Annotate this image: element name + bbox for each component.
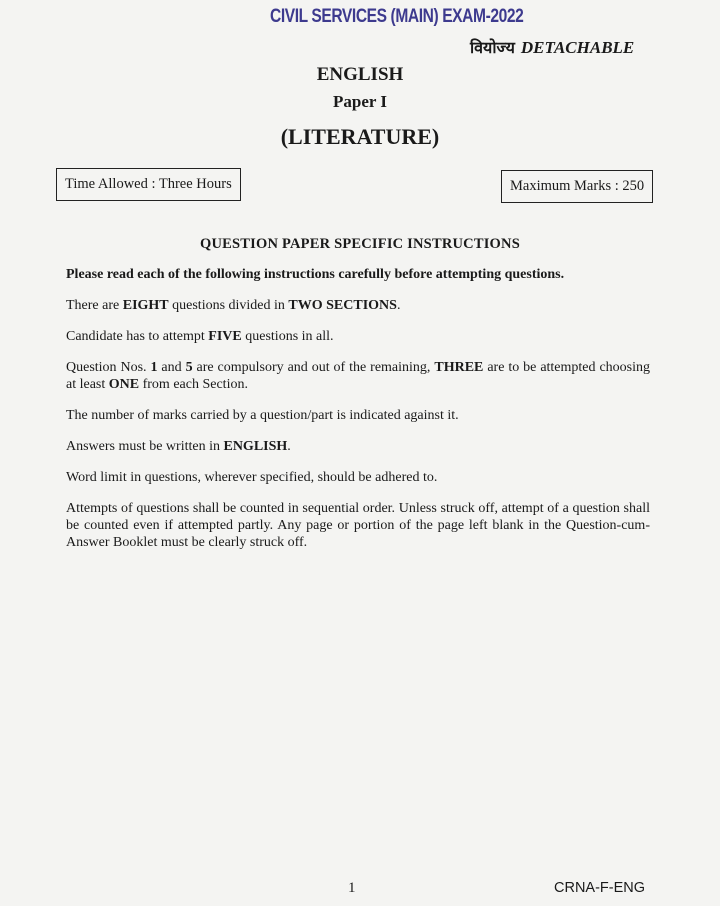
paper-code: CRNA-F-ENG [554,880,646,896]
emphasis: ONE [108,377,140,392]
text-span: questions divided in [168,298,289,313]
emphasis: TWO SECTIONS [288,298,397,313]
instructions-heading: QUESTION PAPER SPECIFIC INSTRUCTIONS [200,236,520,252]
detachable-label [470,36,634,58]
time-allowed-box: Time Allowed : Three Hours [56,168,241,201]
emphasis: EIGHT [122,298,169,313]
instruction-item [66,438,650,455]
text-span: Answers must be written in [66,439,224,454]
instruction-item: Attempts of questions shall be counted in sequential order. Unless struck off, attempt of a question shall be counted even if attempted partly. Any page or portion of the page left blank in the Question-cum-Answer Booklet must be clearly struck off. [66,501,650,550]
detachable-hindi: वियोज्य [470,38,515,57]
exam-stamp: CIVIL SERVICES (MAIN) EXAM-2022 [270,6,524,27]
instruction-item: Word limit in questions, wherever specified, should be adhered to. [66,470,438,485]
instruction-item [66,328,650,345]
instruction-item: The number of marks carried by a question/part is indicated against it. [66,408,459,423]
text-span: Candidate has to attempt [66,329,209,344]
subject-title: ENGLISH [316,64,404,85]
instruction-item [66,297,650,314]
maximum-marks-box: Maximum Marks : 250 [501,170,653,203]
text-span: from each Section. [139,377,248,392]
paper-part: (LITERATURE) [280,124,440,149]
text-span: . [396,298,401,313]
text-span: There are [66,298,123,313]
emphasis: 5 [185,360,193,375]
instructions-list [66,266,650,551]
instruction-item [66,359,650,393]
text-span: and [157,360,186,375]
text-span: are compulsory and out of the remaining, [192,360,435,375]
paper-number: Paper I [333,92,387,111]
emphasis: 1 [150,360,158,375]
emphasis: ENGLISH [223,439,288,454]
text-span: Question Nos. [66,360,151,375]
detachable-english: DETACHABLE [520,38,635,57]
text-span: questions in all. [241,329,334,344]
instruction-lead: Please read each of the following instructions carefully before attempting questions. [66,267,565,282]
emphasis: FIVE [208,329,242,344]
emphasis: THREE [434,360,484,375]
page-number: 1 [348,880,356,896]
text-span: are to be attempted choosing at least [66,360,651,392]
text-span: . [287,439,291,454]
